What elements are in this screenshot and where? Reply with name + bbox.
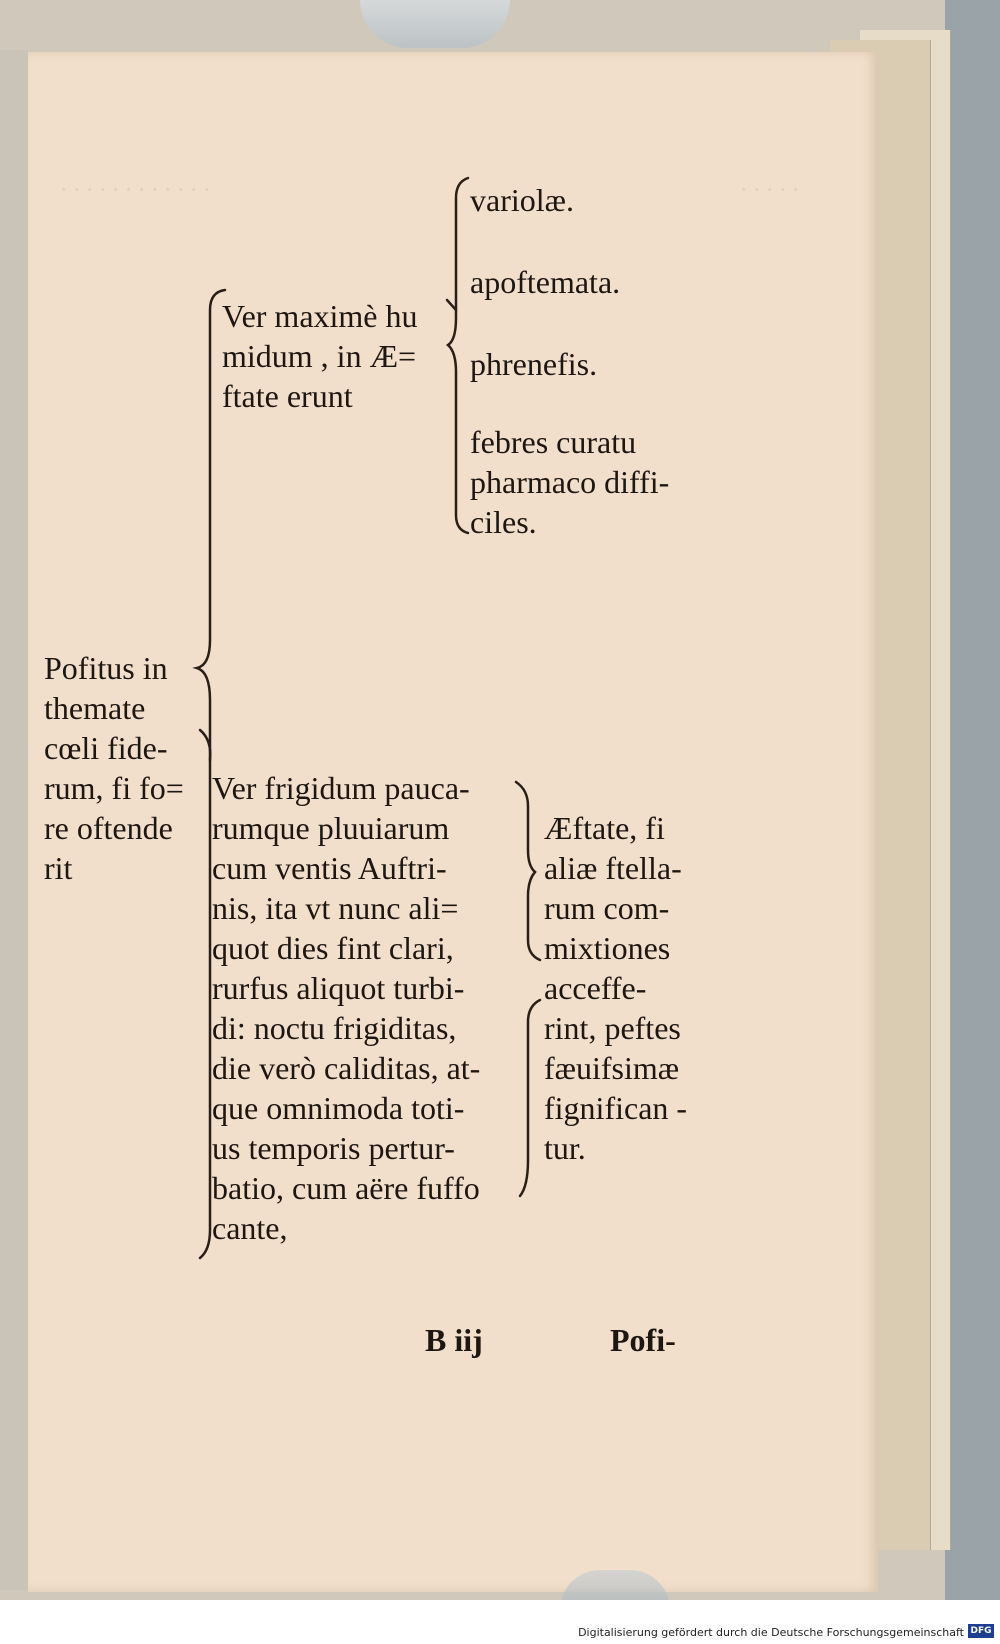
condition-line: di: noctu frigiditas, xyxy=(212,1010,457,1046)
consequence-line: rint, peftes xyxy=(544,1010,681,1046)
condition-line: Ver frigidum pauca- xyxy=(212,770,470,806)
condition-line: cante, xyxy=(212,1210,288,1246)
condition-line: batio, cum aëre fuffo xyxy=(212,1170,480,1206)
consequence-line: aliæ ftella- xyxy=(544,850,682,886)
condition-line: Ver maximè hu xyxy=(222,298,418,334)
outcome-line: phrenefis. xyxy=(470,346,598,382)
catchword: Pofi- xyxy=(610,1322,676,1358)
binding-strip xyxy=(0,50,28,1590)
outcome-line: variolæ. xyxy=(470,182,574,218)
consequence-line: tur. xyxy=(544,1130,586,1166)
consequence-line: Æftate, fi xyxy=(544,810,665,846)
show-through-text: · · · · · · · · · · · · xyxy=(60,175,210,204)
consequence-line: acceffe- xyxy=(544,970,647,1006)
subject-line: re oftende xyxy=(44,810,173,846)
subject-line: cœli fide- xyxy=(44,730,168,766)
subject-line: themate xyxy=(44,690,146,726)
condition-line: rurfus aliquot turbi- xyxy=(212,970,465,1006)
condition-line: cum ventis Auftri- xyxy=(212,850,447,886)
outcome-line: pharmaco diffi- xyxy=(470,464,670,500)
condition-line: ftate erunt xyxy=(222,378,353,414)
condition-line: die verò caliditas, at- xyxy=(212,1050,481,1086)
condition-line: que omnimoda toti- xyxy=(212,1090,465,1126)
consequence-line: fignifican - xyxy=(544,1090,688,1126)
show-through-text: · · · · · xyxy=(740,175,799,204)
condition-line: nis, ita vt nunc ali= xyxy=(212,890,459,926)
dfg-logo: DFG xyxy=(968,1624,994,1638)
condition-line: rumque pluuiarum xyxy=(212,810,450,846)
condition-line: quot dies fint clari, xyxy=(212,930,454,966)
consequence-line: rum com- xyxy=(544,890,670,926)
subject-line: Pofitus in xyxy=(44,650,168,686)
outcome-line: apoftemata. xyxy=(470,264,621,300)
consequence-line: fæuifsimæ xyxy=(544,1050,680,1086)
subject-line: rit xyxy=(44,850,73,886)
condition-line: us temporis pertur- xyxy=(212,1130,455,1166)
consequence-line: mixtiones xyxy=(544,930,671,966)
outcome-line: febres curatu xyxy=(470,424,637,460)
signature-mark: B iij xyxy=(425,1322,483,1358)
scanner-edge xyxy=(945,0,1000,1600)
condition-line: midum , in Æ= xyxy=(222,338,417,374)
outcome-line: ciles. xyxy=(470,504,537,540)
subject-line: rum, fi fo= xyxy=(44,770,184,806)
digitization-credit: Digitalisierung gefördert durch die Deutsche Forschungsgemeinschaft xyxy=(578,1626,964,1639)
